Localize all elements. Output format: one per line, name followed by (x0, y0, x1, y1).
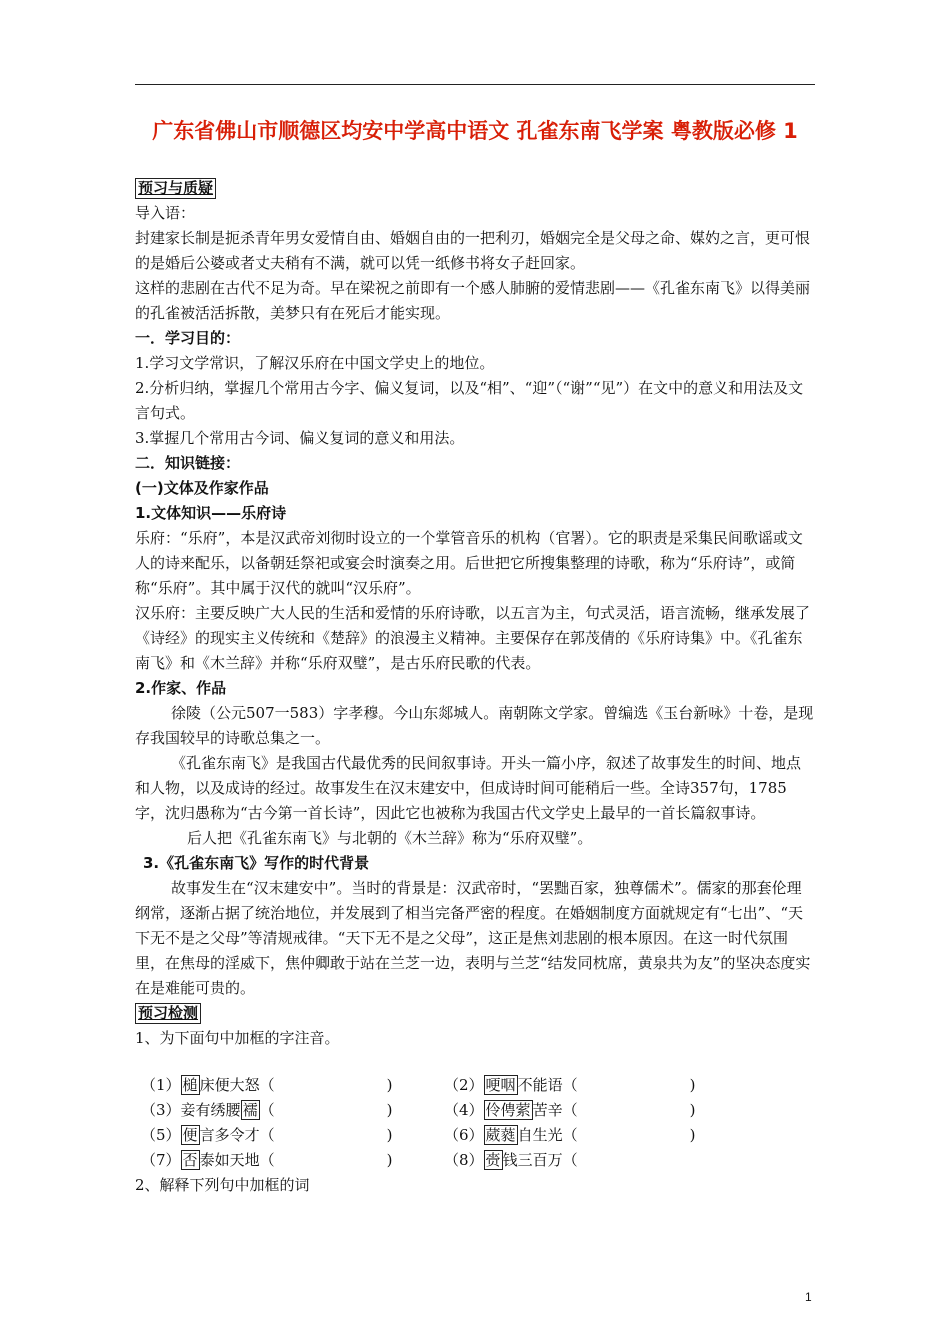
exercise-item: （7） 否 泰如天地（ ) (141, 1151, 393, 1169)
exercise-item: （1） 槌 床便大怒（ ) (141, 1076, 393, 1094)
yuefu-paragraph-2: 汉乐府：主要反映广大人民的生活和爱情的乐府诗歌，以五言为主，句式灵活，语言流畅，继承发展了《诗经》的现实主义传统和《楚辞》的浪漫主义精神。主要保存在郭茂倩的《乐府诗集》中。《孔雀东南飞》和《木兰辞》并称“乐府双璧”，是古乐府民歌的代表。 (135, 604, 811, 672)
question-2: 2、解释下列句中加框的词 (135, 1176, 310, 1194)
goals-heading: 一．学习目的： (135, 329, 241, 347)
page-title: 广东省佛山市顺德区均安中学高中语文 孔雀东南飞学案 粤教版必修 1 (152, 119, 798, 143)
author-paragraph-3: 后人把《孔雀东南飞》与北朝的《木兰辞》称为“乐府双璧”。 (187, 829, 593, 847)
goal-item: 2.分析归纳，掌握几个常用古今字、偏义复词，以及“相”、“迎”（“谢”“见”）在文中的意义和用法及文言句式。 (135, 379, 804, 422)
exercise-item: （4） 伶俜萦 苦辛（ ) (444, 1101, 696, 1119)
author-paragraph-2: 《孔雀东南飞》是我国古代最优秀的民间叙事诗。开头一篇小序，叙述了故事发生的时间、地点和人物，以及成诗的经过。故事发生在汉末建安中，但成诗时间可能稍后一些。全诗357句，1785字，沈归愚称为“古今第一首长诗”，因此它也被称为我国古代文学史上最早的一首长篇叙事诗。 (135, 754, 802, 822)
author-paragraph-1: 徐陵（公元507一583）字孝穆。今山东郯城人。南朝陈文学家。曾编选《玉台新咏》十卷，是现存我国较早的诗歌总集之一。 (135, 704, 814, 747)
links-heading: 二．知识链接： (135, 454, 241, 472)
boxed-char: 襦 (242, 1101, 258, 1119)
exercise-item: （3）妾有绣腰 襦 （ ) (141, 1101, 393, 1119)
subheading-author: 2.作家、作品 (135, 679, 227, 697)
goal-item: 1.学习文学常识，了解汉乐府在中国文学史上的地位。 (135, 354, 495, 372)
exercise-row (141, 1098, 815, 1123)
exercise-item: （8） 赍 钱三百万（ (444, 1151, 578, 1169)
page-number: 1 (805, 1290, 812, 1304)
section-heading-check: 预习检测 (135, 1003, 201, 1024)
content-body (135, 176, 815, 1198)
section-heading-preview: 预习与质疑 (135, 178, 216, 199)
boxed-char: 葳蕤 (485, 1126, 516, 1144)
boxed-char: 伶俜萦 (485, 1101, 531, 1119)
exercise-row (141, 1148, 815, 1173)
subheading-genre: (一)文体及作家作品 (135, 479, 269, 497)
question-1: 1、为下面句中加框的字注音。 (135, 1029, 340, 1047)
boxed-char: 便 (182, 1126, 198, 1144)
boxed-char: 哽咽 (485, 1076, 516, 1094)
exercise-item: （5） 便 言多令才（ ) (141, 1126, 393, 1144)
goal-item: 3.掌握几个常用古今词、偏义复词的意义和用法。 (135, 429, 465, 447)
boxed-char: 赍 (485, 1151, 501, 1169)
intro-paragraph-1: 封建家长制是扼杀青年男女爱情自由、婚姻自由的一把利刃，婚姻完全是父母之命、媒妁之言，更可恨的是婚后公婆或者丈夫稍有不满，就可以凭一纸修书将女子赶回家。 (135, 229, 811, 272)
exercise-item: （2） 哽咽 不能语（ ) (444, 1076, 696, 1094)
exercise-table (141, 1073, 815, 1173)
exercise-item: （6） 葳蕤 自生光（ ) (444, 1126, 696, 1144)
exercise-row (141, 1073, 815, 1098)
background-paragraph: 故事发生在“汉末建安中”。当时的背景是：汉武帝时，“罢黜百家，独尊儒术”。儒家的那套伦理纲常，逐渐占据了统治地位，并发展到了相当完备严密的程度。在婚姻制度方面就规定有“七出”、“天下无不是之父母”等清规戒律。“天下无不是之父母”，这正是焦刘悲剧的根本原因。在这一时代氛围里，在焦母的淫威下，焦仲卿敢于站在兰芝一边，表明与兰芝“结发同枕席，黄泉共为友”的坚决态度实在是难能可贵的。 (135, 879, 811, 997)
exercise-row (141, 1123, 815, 1148)
boxed-char: 否 (182, 1151, 198, 1169)
subheading-yuefu: 1.文体知识——乐府诗 (135, 504, 287, 522)
header-rule (135, 84, 815, 85)
boxed-char: 槌 (182, 1076, 198, 1094)
subheading-background: 3.《孔雀东南飞》写作的时代背景 (143, 854, 370, 872)
yuefu-paragraph-1: 乐府：“乐府”，本是汉武帝刘彻时设立的一个掌管音乐的机构（官署）。它的职责是采集民间歌谣或文人的诗来配乐，以备朝廷祭祀或宴会时演奏之用。后世把它所搜集整理的诗歌，称为“乐府诗”，或简称“乐府”。其中属于汉代的就叫“汉乐府”。 (135, 529, 803, 597)
intro-paragraph-2: 这样的悲剧在古代不足为奇。早在梁祝之前即有一个感人肺腑的爱情悲剧——《孔雀东南飞》以得美丽的孔雀被活活拆散，美梦只有在死后才能实现。 (135, 279, 811, 322)
intro-label: 导入语： (135, 204, 196, 222)
